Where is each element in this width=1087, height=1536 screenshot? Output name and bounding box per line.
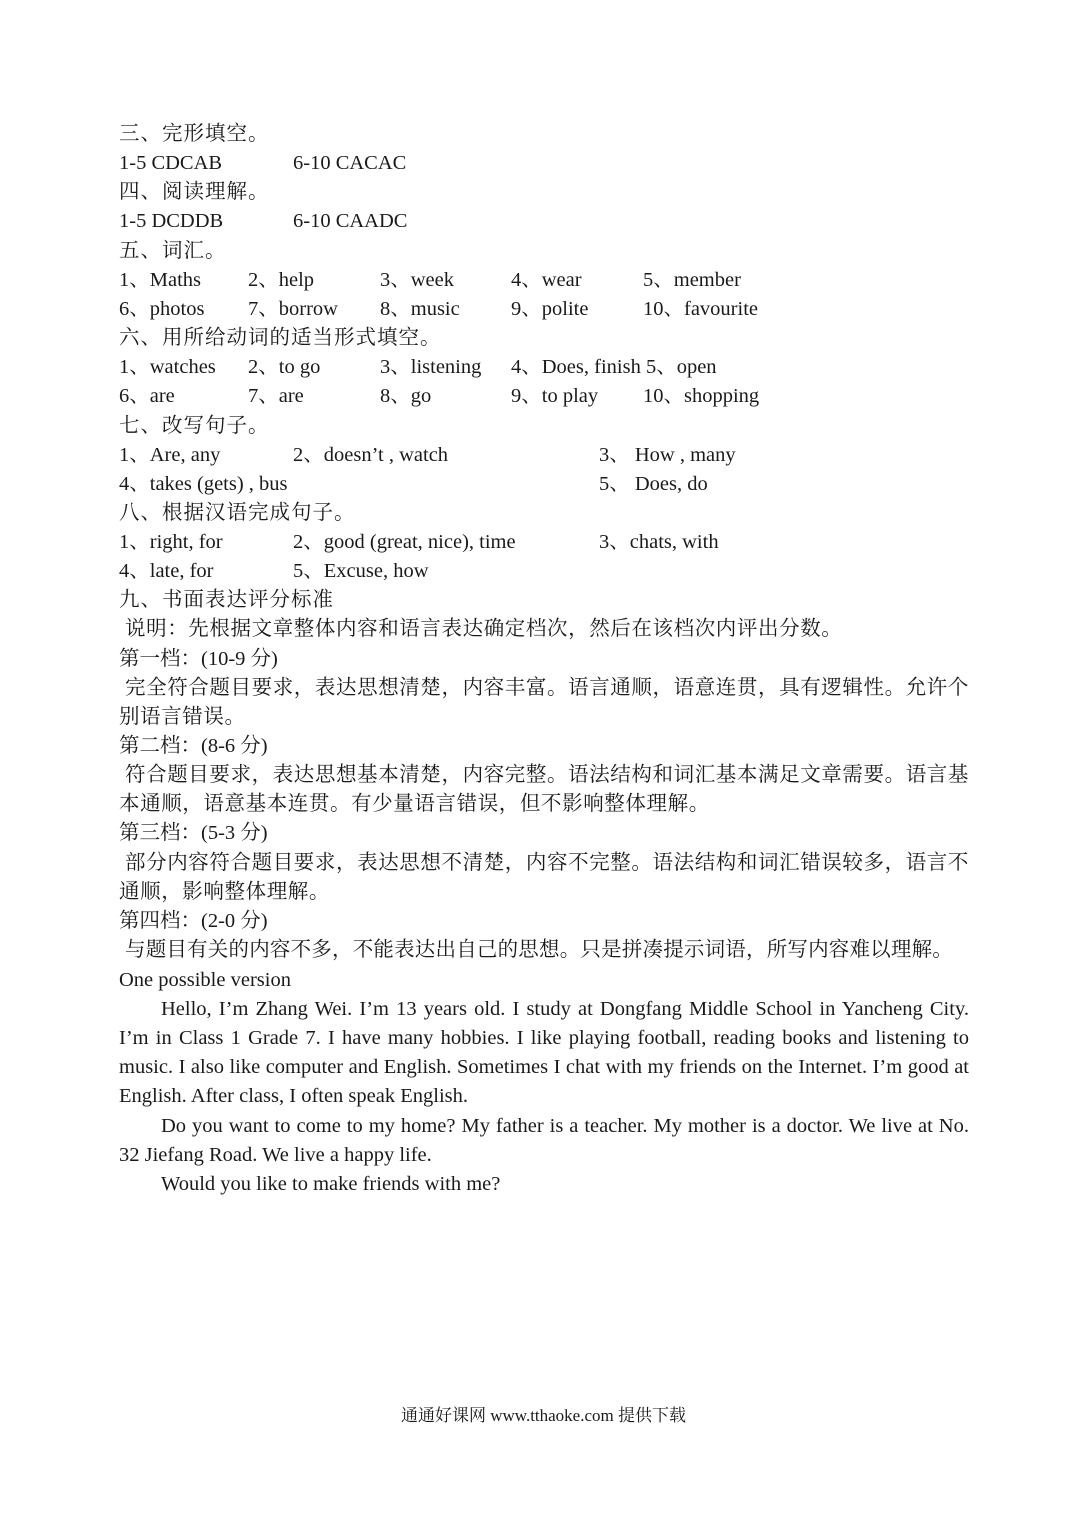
- answer-item: 4、late, for: [119, 560, 214, 582]
- answer-item: 1、right, for: [119, 531, 223, 553]
- answer-item: 5、 Does, do: [599, 473, 708, 495]
- section-7-row-2: [119, 470, 979, 499]
- answer-item: 4、Does, finish 5、open: [511, 356, 717, 378]
- answer-item: 5、Excuse, how: [293, 560, 429, 582]
- section-5-row-1: [119, 266, 979, 295]
- grade-2-description: 符合题目要求，表达思想基本清楚，内容完整。语法结构和词汇基本满足文章需要。语言基本通顺，语意基本连贯。有少量语言错误，但不影响整体理解。: [119, 764, 969, 815]
- answer-item: 2、good (great, nice), time: [293, 531, 516, 553]
- grade-4-title: 第四档：(2-0 分): [119, 910, 268, 932]
- answer-item: 2、doesn’t , watch: [293, 444, 449, 466]
- section-9-heading: 九、书面表达评分标准: [119, 589, 334, 611]
- grade-4-description: 与题目有关的内容不多，不能表达出自己的思想。只是拼凑提示词语，所写内容难以理解。: [125, 939, 953, 961]
- answer-group: 1-5 DCDDB: [119, 210, 224, 232]
- section-6-heading: 六、用所给动词的适当形式填空。: [119, 327, 442, 349]
- section-3-heading: 三、完形填空。: [119, 123, 270, 145]
- grade-1-description: 完全符合题目要求，表达思想清楚，内容丰富。语言通顺，语意连贯，具有逻辑性。允许个别语言错误。: [119, 677, 969, 728]
- section-7-heading: 七、改写句子。: [119, 415, 270, 437]
- answer-item: 2、help: [248, 269, 315, 291]
- essay-paragraph-3: Would you like to make friends with me?: [161, 1173, 501, 1195]
- grade-1-title: 第一档：(10-9 分): [119, 648, 278, 670]
- answer-group: 6-10 CACAC: [293, 152, 407, 174]
- section-8-row-2: [119, 557, 979, 586]
- essay-title: One possible version: [119, 969, 291, 991]
- answer-item: 10、shopping: [643, 385, 760, 407]
- section-7-row-1: [119, 441, 979, 470]
- answer-item: 3、listening: [380, 356, 482, 378]
- section-3-answers: [119, 149, 979, 178]
- answer-item: 6、are: [119, 385, 175, 407]
- section-8-row-1: [119, 528, 979, 557]
- answer-item: 3、chats, with: [599, 531, 719, 553]
- answer-item: 6、photos: [119, 298, 205, 320]
- answer-item: 4、takes (gets) , bus: [119, 473, 288, 495]
- answer-item: 3、week: [380, 269, 455, 291]
- answer-item: 1、Maths: [119, 269, 201, 291]
- answer-group: 6-10 CAADC: [293, 210, 408, 232]
- essay-paragraph-2: Do you want to come to my home? My father is a teacher. My mother is a doctor. We live at No. 32 Jiefang Road. We live a happy life.: [119, 1115, 969, 1166]
- scoring-note: 说明：先根据文章整体内容和语言表达确定档次，然后在该档次内评出分数。: [125, 618, 843, 640]
- section-4-answers: [119, 207, 979, 236]
- answer-item: 1、Are, any: [119, 444, 221, 466]
- answer-item: 8、music: [380, 298, 460, 320]
- answer-item: 4、wear: [511, 269, 582, 291]
- answer-item: 3、 How , many: [599, 444, 736, 466]
- grade-3-description: 部分内容符合题目要求，表达思想不清楚，内容不完整。语法结构和词汇错误较多，语言不通顺，影响整体理解。: [119, 852, 969, 903]
- answer-item: 8、go: [380, 385, 432, 407]
- section-5-row-2: [119, 295, 979, 324]
- answer-item: 7、borrow: [248, 298, 338, 320]
- essay-paragraph-1: Hello, I’m Zhang Wei. I’m 13 years old. I study at Dongfang Middle School in Yancheng City. I’m in Class 1 Grade 7. I have many hobbies. I like playing football, reading books and listening to music. I also like computer and English. Sometimes I chat with my friends on the Internet. I’m good at English. After class, I often speak English.: [119, 998, 969, 1107]
- grade-2-title: 第二档：(8-6 分): [119, 735, 268, 757]
- section-5-heading: 五、词汇。: [119, 240, 227, 262]
- section-8-heading: 八、根据汉语完成句子。: [119, 502, 356, 524]
- section-6-row-2: [119, 382, 979, 411]
- page-footer: 通通好课网 www.tthaoke.com 提供下载: [400, 1406, 687, 1425]
- answer-item: 9、to play: [511, 385, 599, 407]
- grade-3-title: 第三档：(5-3 分): [119, 822, 268, 844]
- answer-item: 10、favourite: [643, 298, 758, 320]
- answer-item: 9、polite: [511, 298, 589, 320]
- answer-item: 7、are: [248, 385, 304, 407]
- section-6-row-1: [119, 353, 979, 382]
- answer-group: 1-5 CDCAB: [119, 152, 223, 174]
- answer-item: 2、to go: [248, 356, 321, 378]
- answer-item: 1、watches: [119, 356, 216, 378]
- answer-item: 5、member: [643, 269, 741, 291]
- section-4-heading: 四、阅读理解。: [119, 181, 270, 203]
